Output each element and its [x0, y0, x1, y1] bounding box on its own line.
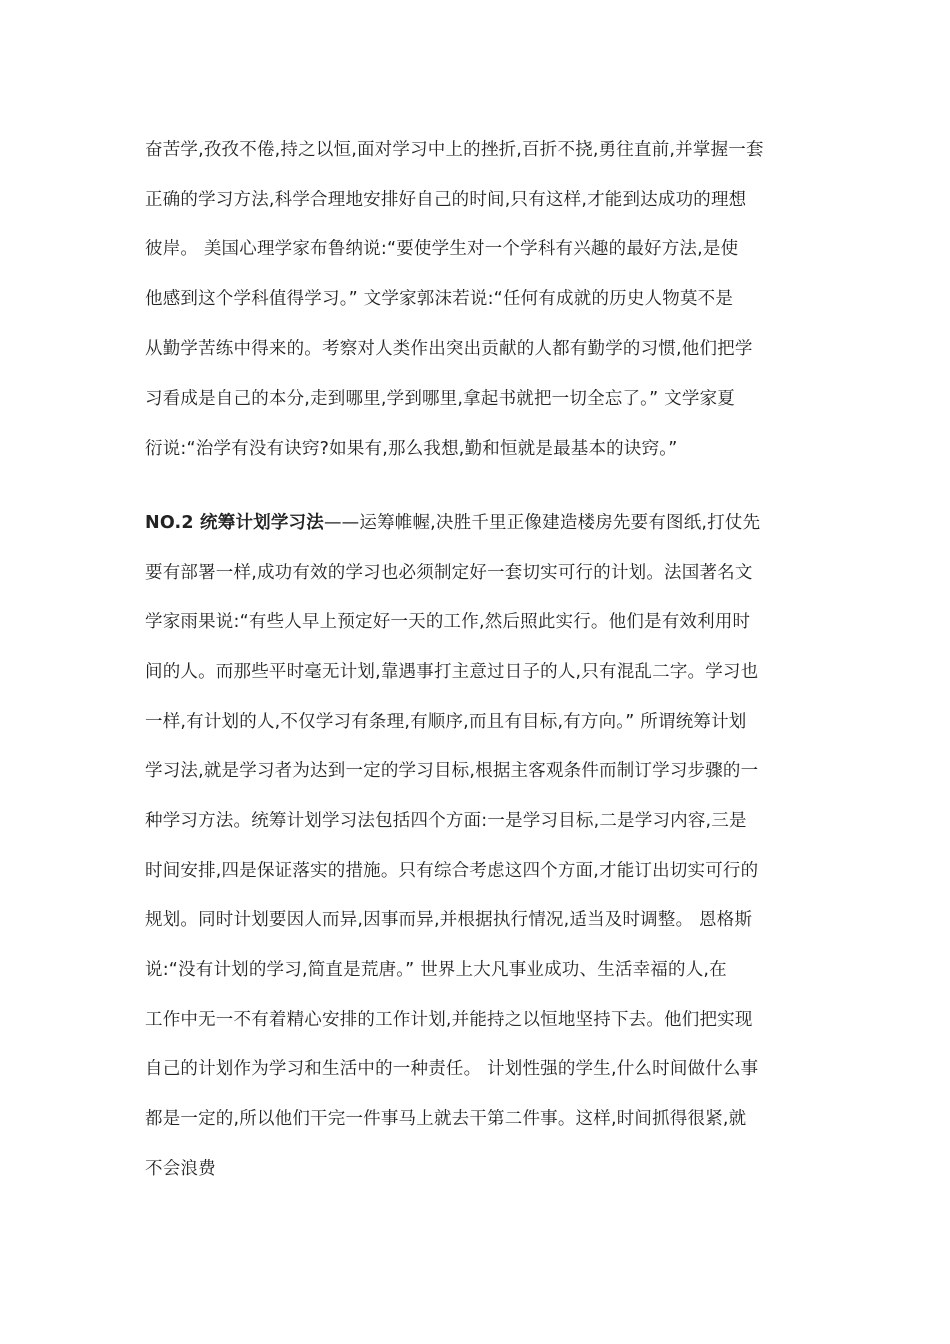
text-line: 他感到这个学科值得学习。” 文学家郭沫若说:“任何有成就的历史人物莫不是 — [145, 289, 734, 309]
text-line: 种学习方法。统筹计划学习法包括四个方面:一是学习目标,二是学习内容,三是 — [145, 811, 747, 831]
text-line: 衍说:“治学有没有诀窍?如果有,那么我想,勤和恒就是最基本的诀窍。” — [145, 439, 678, 459]
text-line: 正确的学习方法,科学合理地安排好自己的时间,只有这样,才能到达成功的理想 — [145, 190, 747, 210]
text-line: 学习法,就是学习者为达到一定的学习目标,根据主客观条件而制订学习步骤的一 — [145, 761, 759, 781]
text-line: 时间安排,四是保证落实的措施。只有综合考虑这四个方面,才能订出切实可行的 — [145, 861, 759, 881]
text-line: 学家雨果说:“有些人早上预定好一天的工作,然后照此实行。他们是有效利用时 — [145, 612, 751, 632]
text-line: 间的人。而那些平时毫无计划,靠遇事打主意过日子的人,只有混乱二字。学习也 — [145, 662, 759, 682]
section-heading: NO.2 统筹计划学习法 — [145, 513, 324, 533]
text-line: 自己的计划作为学习和生活中的一种责任。 计划性强的学生,什么时间做什么事 — [145, 1059, 759, 1079]
text-line: 都是一定的,所以他们干完一件事马上就去干第二件事。这样,时间抓得很紧,就 — [145, 1109, 747, 1129]
text-line: 彼岸。 美国心理学家布鲁纳说:“要使学生对一个学科有兴趣的最好方法,是使 — [145, 239, 739, 259]
text-line: 习看成是自己的本分,走到哪里,学到哪里,拿起书就把一切全忘了。” 文学家夏 — [145, 389, 735, 409]
text-line: 不会浪费 — [145, 1159, 216, 1179]
heading-line-rest: ——运筹帷幄,决胜千里正像建造楼房先要有图纸,打仗先 — [323, 513, 761, 533]
text-line: 从勤学苦练中得来的。考察对人类作出突出贡献的人都有勤学的习惯,他们把学 — [145, 339, 753, 359]
heading-line — [145, 507, 760, 539]
text-line: 奋苦学,孜孜不倦,持之以恒,面对学习中上的挫折,百折不挠,勇往直前,并掌握一套 — [145, 140, 764, 160]
text-line: 说:“没有计划的学习,简直是荒唐。” 世界上大凡事业成功、生活幸福的人,在 — [145, 960, 727, 980]
text-line: 一样,有计划的人,不仅学习有条理,有顺序,而且有目标,有方向。” 所谓统筹计划 — [145, 712, 747, 732]
text-line: 要有部署一样,成功有效的学习也必须制定好一套切实可行的计划。法国著名文 — [145, 563, 753, 583]
text-line: 工作中无一不有着精心安排的工作计划,并能持之以恒地坚持下去。他们把实现 — [145, 1010, 753, 1030]
text-line: 规划。同时计划要因人而异,因事而异,并根据执行情况,适当及时调整。 恩格斯 — [145, 910, 753, 930]
